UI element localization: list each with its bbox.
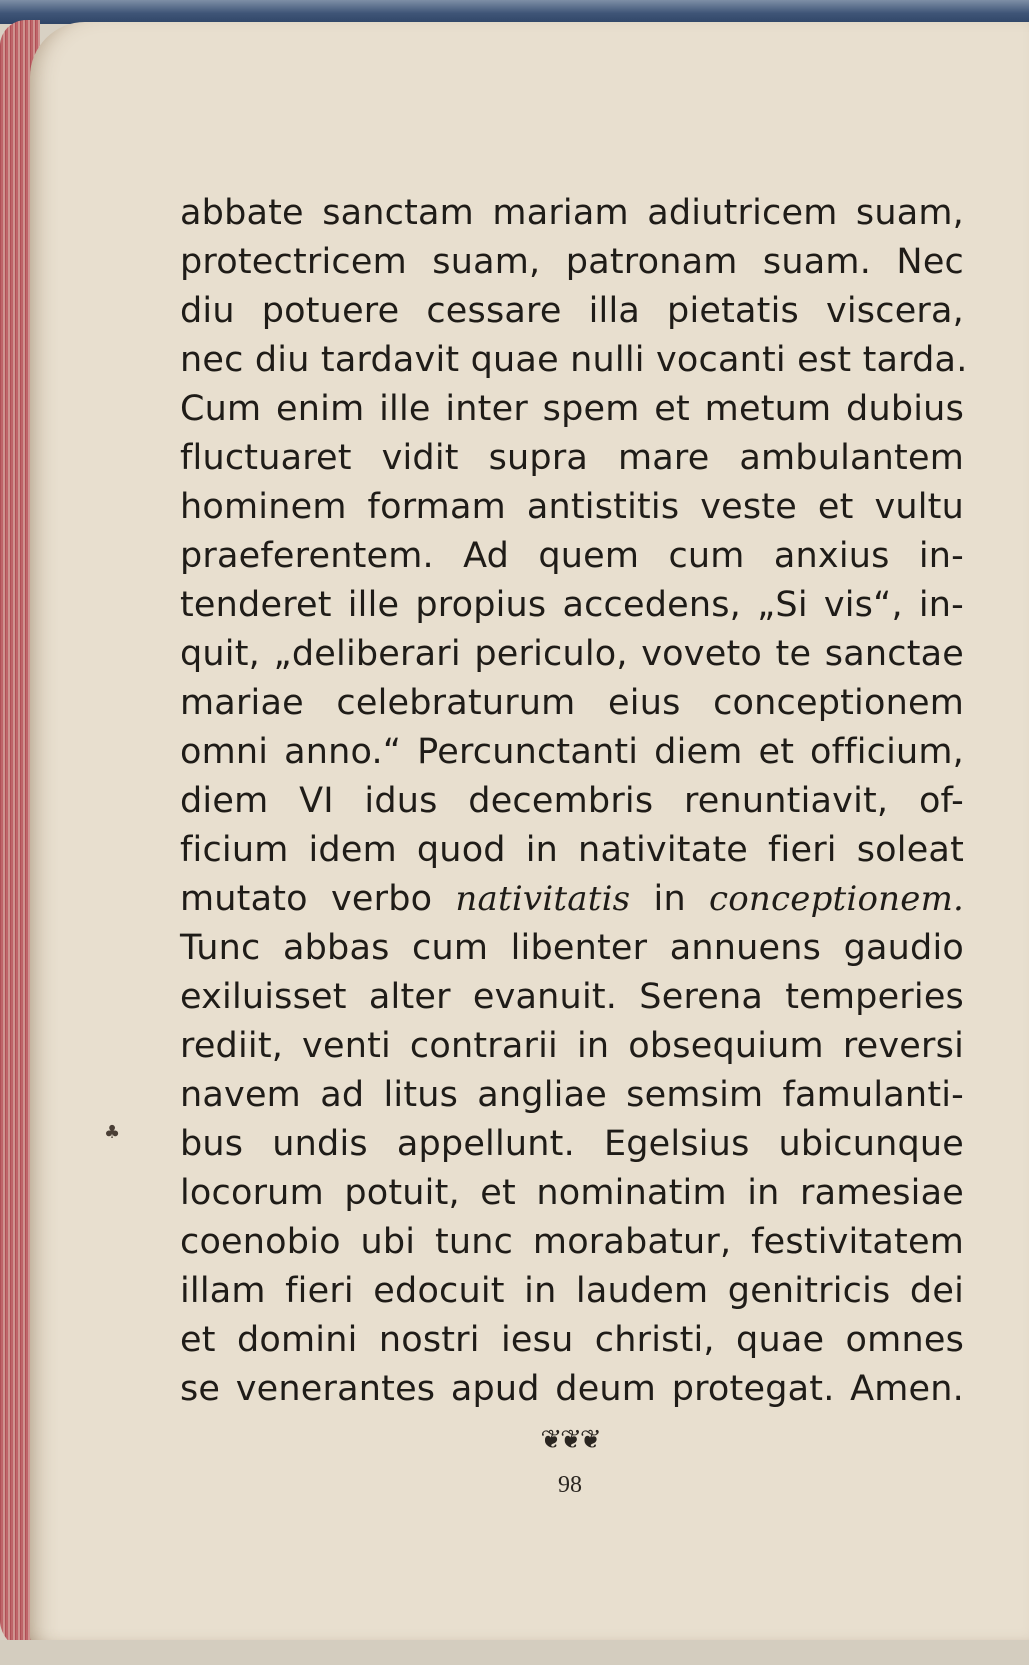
text-line: bus undis appellunt. Egelsius ubicunque xyxy=(180,1124,964,1164)
text-line: tenderet ille propius accedens, „Si vis“, in- xyxy=(180,585,964,625)
text-run: in xyxy=(653,879,686,919)
text-line: coenobio ubi tunc morabatur, festivitatem xyxy=(180,1222,964,1262)
text-line: et domini nostri iesu christi, quae omnes xyxy=(180,1320,964,1360)
body-text xyxy=(180,189,968,1414)
text-line: mariae celebraturum eius conceptionem xyxy=(180,683,964,723)
text-line: protectricem suam, patronam suam. Nec xyxy=(180,242,964,282)
text-line: diu potuere cessare illa pietatis viscera, xyxy=(180,291,964,331)
text-line: diem VI idus decembris renuntiavit, of- xyxy=(180,781,964,821)
text-line: navem ad litus angliae semsim famulanti- xyxy=(180,1075,964,1115)
text-line: abbate sanctam mariam adiutricem suam, xyxy=(180,193,964,233)
text-line: nec diu tardavit quae nulli vocanti est tarda. xyxy=(180,340,968,380)
text-line: locorum potuit, et nominatim in ramesiae xyxy=(180,1173,964,1213)
text-line: se venerantes apud deum protegat. Amen. xyxy=(180,1369,964,1409)
text-line: illam fieri edocuit in laudem genitricis dei xyxy=(180,1271,964,1311)
text-line: ficium idem quod in nativitate fieri soleat xyxy=(180,830,964,870)
text-line: hominem formam antistitis veste et vultu xyxy=(180,487,964,527)
margin-mark-icon: ♣ xyxy=(104,1122,121,1143)
scan-bottom-margin xyxy=(0,1640,1029,1665)
text-line: fluctuaret vidit supra mare ambulantem xyxy=(180,438,964,478)
text-run: mutato verbo xyxy=(180,879,433,919)
text-line: exiluisset alter evanuit. Serena temperies xyxy=(180,977,964,1017)
fleuron-ornament: ❦❦❦ xyxy=(540,1425,600,1455)
page-number: 98 xyxy=(558,1472,582,1498)
text-line: Cum enim ille inter spem et metum dubius xyxy=(180,389,964,429)
text-line: Tunc abbas cum libenter annuens gaudio xyxy=(180,928,964,968)
text-line-with-italics xyxy=(180,875,964,924)
italic-word: nativitatis xyxy=(455,879,631,919)
book-cover-edge xyxy=(0,0,1029,24)
text-line: praeferentem. Ad quem cum anxius in- xyxy=(180,536,964,576)
text-line: rediit, venti contrarii in obsequium reversi xyxy=(180,1026,964,1066)
text-line: quit, „deliberari periculo, voveto te sanctae xyxy=(180,634,964,674)
italic-word: conceptionem. xyxy=(709,879,965,919)
text-line: omni anno.“ Percunctanti diem et officium, xyxy=(180,732,964,772)
